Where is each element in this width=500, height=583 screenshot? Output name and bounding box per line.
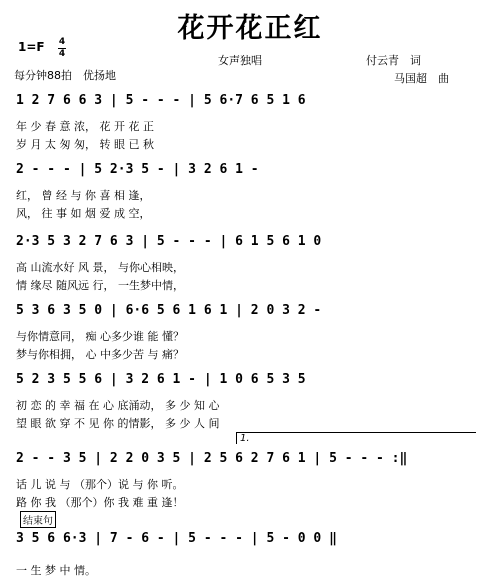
notation-row-2: 2 - - - | 5 2·3 5 - | 3 2 6 1 - <box>16 162 259 177</box>
tempo-marking: 每分钟88拍 优扬地 <box>14 69 116 82</box>
subtitle: 女声独唱 <box>218 54 262 67</box>
song-title: 花开花正红 <box>177 13 323 44</box>
notation-row-6: 2 - - 3 5 | 2 2 0 3 5 | 2 5 6 2 7 6 1 | 5 - - - :‖ <box>16 451 408 466</box>
lyrics-row-6-verse-1: 话 儿 说 与 （那个）说 与 你 听。 <box>16 478 184 491</box>
lyrics-row-1-verse-1: 年 少 春 意 浓， 花 开 花 正 <box>16 120 154 133</box>
lyrics-row-3-verse-2: 情 缘尽 随风远 行， 一生梦中情， <box>16 279 184 292</box>
lyrics-row-4-verse-1: 与你情意同， 痴 心多少谁 能 懂？ <box>16 330 184 343</box>
key-signature: 1=F <box>18 40 45 54</box>
first-ending-bracket <box>236 432 476 433</box>
lyrics-row-2-verse-2: 风， 往 事 如 烟 爱 成 空， <box>16 207 151 220</box>
lyricist-credit: 付云青 词 <box>366 54 421 67</box>
coda-label: 结束句 <box>20 511 56 528</box>
lyrics-row-2-verse-1: 红， 曾 经 与 你 喜 相 逢， <box>16 189 151 202</box>
first-ending-label: 1. <box>240 433 250 444</box>
notation-row-5: 5 2 3 5 5 6 | 3 2 6 1 - | 1 0 6 5 3 5 <box>16 372 306 387</box>
notation-row-1: 1 2 7 6 6 3 | 5 - - - | 5 6·7 6 5 1 6 <box>16 93 306 108</box>
lyrics-row-3-verse-1: 高 山流水好 风 景， 与你心相映， <box>16 261 184 274</box>
time-denominator: 4 <box>58 49 66 59</box>
lyrics-row-1-verse-2: 岁 月 太 匆 匆， 转 眼 已 秋 <box>16 138 154 151</box>
notation-row-4: 5 3 6 3 5 0 | 6·6 5 6 1 6 1 | 2 0 3 2 - <box>16 303 322 318</box>
lyrics-row-5-verse-1: 初 恋 的 幸 福 在 心 底涌动， 多 少 知 心 <box>16 399 220 412</box>
notation-row-3: 2·3 5 3 2 7 6 3 | 5 - - - | 6 1 5 6 1 0 <box>16 234 322 249</box>
lyrics-row-4-verse-2: 梦与你相拥， 心 中多少苦 与 痛？ <box>16 348 184 361</box>
lyrics-row-5-verse-2: 望 眼 欲 穿 不 见 你 的情影， 多 少 人 间 <box>16 417 220 430</box>
notation-row-7: 3 5 6 6·3 | 7 - 6 - | 5 - - - | 5 - 0 0 ‖ <box>16 531 337 546</box>
lyrics-row-6-verse-2: 路 你 我 （那个）你 我 难 重 逢！ <box>16 496 184 509</box>
first-ending-bracket-start <box>236 432 237 444</box>
lyrics-row-7-verse-1: 一 生 梦 中 情。 <box>16 564 96 577</box>
time-numerator: 4 <box>58 37 66 47</box>
time-signature <box>58 38 66 59</box>
composer-credit: 马国超 曲 <box>394 72 449 85</box>
